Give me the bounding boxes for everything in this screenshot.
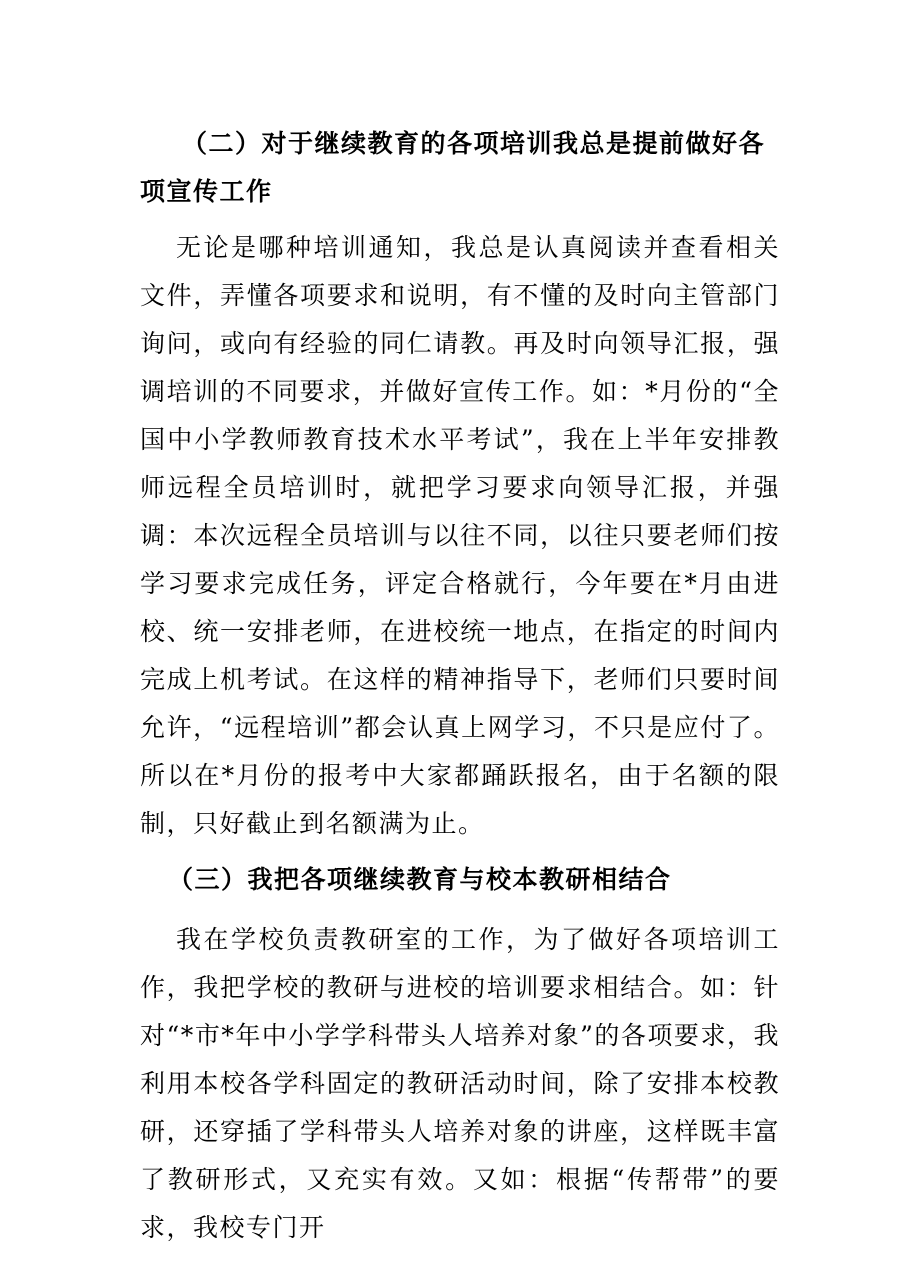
- paragraph-1: 无论是哪种培训通知，我总是认真阅读并查看相关文件，弄懂各项要求和说明，有不懂的及时向主管部门询问，或向有经验的同仁请教。再及时向领导汇报，强调培训的不同要求，并做好宣传工作。如：*月份的“全国中小学教师教育技术水平考试”，我在上半年安排教师远程全员培训时，就把学习要求向领导汇报，并强调：本次远程全员培训与以往不同，以往只要老师们按学习要求完成任务，评定合格就行，今年要在*月由进校、统一安排老师，在进校统一地点，在指定的时间内完成上机考试。在这样的精神指导下，老师们只要时间允许，“远程培训”都会认真上网学习，不只是应付了。所以在*月份的报考中大家都踊跃报名，由于名额的限制，只好截止到名额满为止。: [140, 233, 780, 838]
- document-body: [140, 120, 780, 1252]
- section-heading-2: （二）对于继续教育的各项培训我总是提前做好各项宣传工作: [140, 129, 766, 206]
- paragraph-2: 我在学校负责教研室的工作，为了做好各项培训工作，我把学校的教研与进校的培训要求相结合。如：针对“*市*年中小学学科带头人培养对象”的各项要求，我利用本校各学科固定的教研活动时间，除了安排本校教研，还穿插了学科带头人培养对象的讲座，这样既丰富了教研形式，又充实有效。又如：根据“传帮带”的要求，我校专门开: [140, 925, 780, 1242]
- section-heading-3: （三）我把各项继续教育与校本教研相结合: [168, 865, 672, 894]
